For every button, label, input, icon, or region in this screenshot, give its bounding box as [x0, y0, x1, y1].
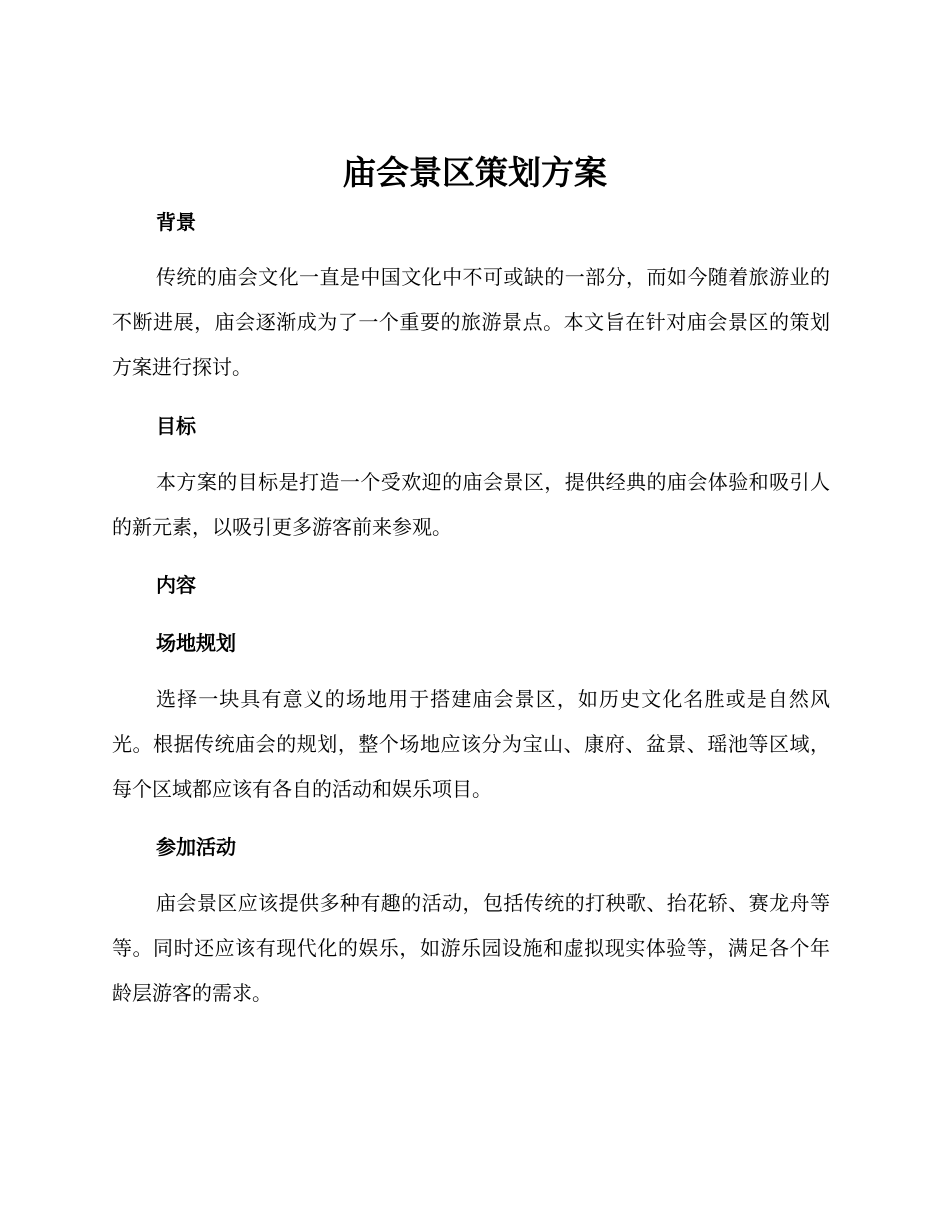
section-heading-content: 内容: [156, 573, 196, 597]
section-heading-goal: 目标: [156, 414, 196, 438]
section-paragraph-background: 传统的庙会文化一直是中国文化中不可或缺的一部分，而如今随着旅游业的不断进展，庙会逐渐成为了一个重要的旅游景点。本文旨在针对庙会景区的策划方案进行探讨。: [112, 265, 830, 379]
section-heading-background: 背景: [156, 210, 196, 234]
subsection-paragraph-venue-planning: 选择一块具有意义的场地用于搭建庙会景区，如历史文化名胜或是自然风光。根据传统庙会的规划，整个场地应该分为宝山、康府、盆景、瑶池等区域，每个区域都应该有各自的活动和娱乐项目。: [112, 687, 830, 801]
document-title: 庙会景区策划方案: [343, 153, 607, 192]
subsection-heading-activities: 参加活动: [156, 835, 236, 859]
subsection-paragraph-activities: 庙会景区应该提供多种有趣的活动，包括传统的打秧歌、抬花轿、赛龙舟等等。同时还应该有现代化的娱乐，如游乐园设施和虚拟现实体验等，满足各个年龄层游客的需求。: [112, 891, 830, 1005]
section-paragraph-goal: 本方案的目标是打造一个受欢迎的庙会景区，提供经典的庙会体验和吸引人的新元素，以吸引更多游客前来参观。: [112, 470, 830, 539]
subsection-heading-venue-planning: 场地规划: [156, 631, 236, 655]
